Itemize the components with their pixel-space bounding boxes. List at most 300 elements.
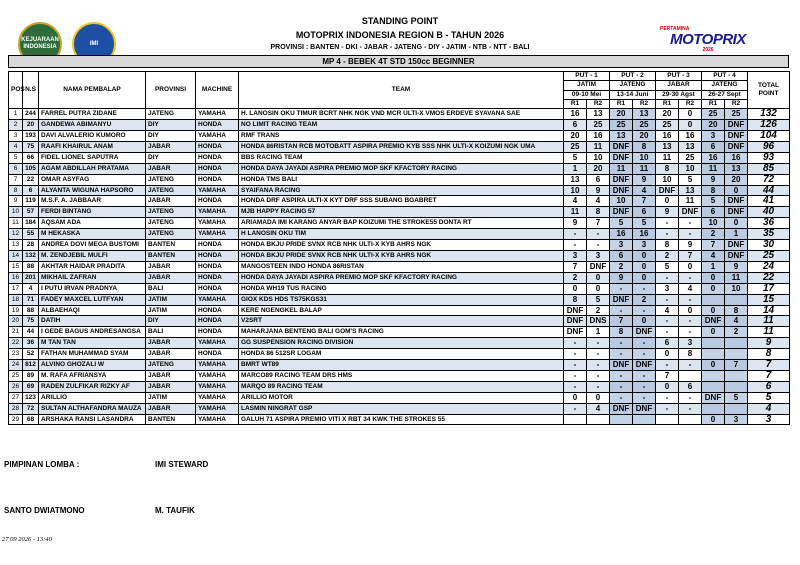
race-point-cell: - — [564, 349, 587, 360]
race-point-cell: 8 — [702, 185, 725, 196]
rider-name-cell: ARILLIO — [39, 392, 146, 403]
machine-cell: HONDA — [196, 174, 239, 185]
machine-cell: HONDA — [196, 316, 239, 327]
race-point-cell: 4 — [587, 403, 610, 414]
position-cell: 15 — [9, 261, 23, 272]
race-point-cell: 0 — [702, 360, 725, 371]
race-point-cell: - — [656, 218, 679, 229]
machine-cell: HONDA — [196, 327, 239, 338]
col-pos: POS — [9, 72, 23, 109]
race-point-cell: 6 — [610, 250, 633, 261]
race-point-cell: 8 — [656, 240, 679, 251]
race-point-cell: 6 — [656, 338, 679, 349]
race-point-cell — [725, 294, 748, 305]
race-point-cell: 10 — [610, 196, 633, 207]
race-point-cell — [702, 381, 725, 392]
team-cell: HONDA BKJU PRIDE SVNX RCB NHK ULTI-X KYB AHRS NGK — [239, 250, 564, 261]
team-cell: MAHARJANA BENTENG BALI GOM'S RACING — [239, 327, 564, 338]
race-point-cell — [564, 414, 587, 425]
start-number-cell: 812 — [23, 360, 39, 371]
race-point-cell: 9 — [725, 261, 748, 272]
race-point-cell: 13 — [587, 109, 610, 120]
race-point-cell: 3 — [610, 240, 633, 251]
race-point-cell: 16 — [725, 152, 748, 163]
table-row — [9, 163, 790, 174]
race-point-cell: 20 — [656, 109, 679, 120]
race-point-cell: 4 — [679, 283, 702, 294]
total-point-cell: 22 — [748, 272, 790, 283]
position-cell: 12 — [9, 229, 23, 240]
race-point-cell: 0 — [587, 392, 610, 403]
race-point-cell: 9 — [702, 174, 725, 185]
rider-name-cell: FATHAN MUHAMMAD SYAM — [39, 349, 146, 360]
race-point-cell: - — [679, 272, 702, 283]
race-point-cell: - — [610, 305, 633, 316]
table-row — [9, 229, 790, 240]
race-point-cell: 3 — [587, 250, 610, 261]
total-point-cell: 126 — [748, 120, 790, 131]
machine-cell: HONDA — [196, 349, 239, 360]
start-number-cell: 184 — [23, 218, 39, 229]
team-cell: MJB HAPPY RACING 57 — [239, 207, 564, 218]
start-number-cell: 20 — [23, 120, 39, 131]
race-point-cell: 4 — [702, 250, 725, 261]
rider-name-cell: I GEDE BAGUS ANDRESANGSA — [39, 327, 146, 338]
race-point-cell: DNS — [587, 316, 610, 327]
table-row — [9, 196, 790, 207]
team-cell: V2SRT — [239, 316, 564, 327]
race-point-cell: - — [679, 218, 702, 229]
standings-table — [8, 71, 790, 425]
race-point-cell: 0 — [564, 283, 587, 294]
province-cell: JABAR — [146, 272, 196, 283]
race-point-cell: - — [656, 229, 679, 240]
race-point-cell — [725, 381, 748, 392]
rider-name-cell: SULTAN ALTHAFANDRA MAUZA — [39, 403, 146, 414]
start-number-cell: 193 — [23, 131, 39, 142]
race-point-cell: - — [633, 349, 656, 360]
table-row — [9, 414, 790, 425]
race-point-cell: 16 — [702, 152, 725, 163]
race-point-cell: 20 — [564, 131, 587, 142]
race-point-cell: DNF — [633, 360, 656, 371]
machine-cell: HONDA — [196, 120, 239, 131]
machine-cell: HONDA — [196, 261, 239, 272]
total-point-cell: 7 — [748, 360, 790, 371]
race-point-cell: 13 — [656, 141, 679, 152]
race-point-cell: 10 — [702, 218, 725, 229]
race-point-cell: DNF — [702, 392, 725, 403]
table-header — [9, 72, 790, 109]
col-r1: R1 — [610, 99, 633, 108]
col-province: PROVINSI — [146, 72, 196, 109]
race-point-cell — [725, 349, 748, 360]
province-cell: JABAR — [146, 338, 196, 349]
rider-name-cell: M. RAFA AFRIANSYA — [39, 370, 146, 381]
machine-cell: HONDA — [196, 152, 239, 163]
total-point-cell: 4 — [748, 403, 790, 414]
race-point-cell: 0 — [587, 272, 610, 283]
rider-name-cell: MIKHAIL ZAFRAN — [39, 272, 146, 283]
race-point-cell — [610, 414, 633, 425]
table-row — [9, 360, 790, 371]
province-cell: JABAR — [146, 196, 196, 207]
race-point-cell: - — [564, 229, 587, 240]
race-point-cell: 9 — [656, 207, 679, 218]
team-cell: ARILLIO MOTOR — [239, 392, 564, 403]
table-row — [9, 370, 790, 381]
race-point-cell: - — [633, 370, 656, 381]
start-number-cell: 57 — [23, 207, 39, 218]
position-cell: 17 — [9, 283, 23, 294]
round-4-label: PUT - 4 — [702, 72, 748, 81]
rider-name-cell: M TAN TAN — [39, 338, 146, 349]
machine-cell: YAMAHA — [196, 131, 239, 142]
race-point-cell — [702, 370, 725, 381]
table-row — [9, 294, 790, 305]
position-cell: 22 — [9, 338, 23, 349]
start-number-cell: 119 — [23, 196, 39, 207]
race-point-cell: DNF — [610, 174, 633, 185]
race-point-cell: 0 — [702, 272, 725, 283]
total-point-cell: 17 — [748, 283, 790, 294]
race-point-cell: DNF — [725, 240, 748, 251]
race-point-cell: 0 — [656, 381, 679, 392]
col-ns: N.S — [23, 72, 39, 109]
race-point-cell: - — [564, 370, 587, 381]
start-number-cell: 6 — [23, 185, 39, 196]
race-point-cell: 0 — [725, 185, 748, 196]
total-point-cell: 24 — [748, 261, 790, 272]
round-3-place: JABAR — [656, 81, 702, 90]
race-point-cell: 11 — [656, 152, 679, 163]
machine-cell: HONDA — [196, 196, 239, 207]
rider-name-cell: DAVI ALVALERIO KUMORO — [39, 131, 146, 142]
total-point-cell: 44 — [748, 185, 790, 196]
col-team: TEAM — [239, 72, 564, 109]
table-row — [9, 207, 790, 218]
race-point-cell: - — [656, 360, 679, 371]
race-point-cell: 25 — [564, 141, 587, 152]
race-point-cell: 5 — [725, 392, 748, 403]
start-number-cell: 55 — [23, 229, 39, 240]
race-point-cell: 8 — [656, 163, 679, 174]
table-row — [9, 131, 790, 142]
race-point-cell: - — [656, 316, 679, 327]
race-point-cell: 20 — [587, 163, 610, 174]
team-cell: HONDA DAYA JAYADI ASPIRA PREMIO MOP SKF KFACTORY RACING — [239, 272, 564, 283]
race-point-cell: 13 — [725, 163, 748, 174]
province-cell: JATENG — [146, 185, 196, 196]
position-cell: 14 — [9, 250, 23, 261]
position-cell: 20 — [9, 316, 23, 327]
start-number-cell: 36 — [23, 338, 39, 349]
race-point-cell: - — [610, 392, 633, 403]
table-row — [9, 250, 790, 261]
race-point-cell: - — [587, 349, 610, 360]
province-cell: BALI — [146, 283, 196, 294]
team-cell: NO LIMIT RACING TEAM — [239, 120, 564, 131]
race-point-cell: 2 — [702, 229, 725, 240]
race-point-cell: 13 — [564, 174, 587, 185]
start-number-cell: 71 — [23, 294, 39, 305]
machine-cell: YAMAHA — [196, 360, 239, 371]
start-number-cell: 244 — [23, 109, 39, 120]
province-cell: JATENG — [146, 109, 196, 120]
machine-cell: YAMAHA — [196, 403, 239, 414]
table-row — [9, 272, 790, 283]
start-number-cell: 28 — [23, 240, 39, 251]
race-director-label: PIMPINAN LOMBA : — [4, 460, 80, 469]
print-timestamp: 27 09 2026 - 13:40 — [2, 536, 52, 543]
rider-name-cell: RAAFI KHAIRUL ANAM — [39, 141, 146, 152]
table-row — [9, 261, 790, 272]
race-point-cell: 25 — [587, 120, 610, 131]
race-point-cell: 8 — [633, 141, 656, 152]
race-point-cell: 11 — [679, 196, 702, 207]
table-row — [9, 109, 790, 120]
team-cell: GALUH 71 ASPIRA PREMIO VITI X RBT 34 KWK THE STROKES 55 — [239, 414, 564, 425]
race-point-cell: 7 — [725, 360, 748, 371]
race-point-cell: - — [656, 392, 679, 403]
race-point-cell: DNF — [633, 403, 656, 414]
race-point-cell: 25 — [679, 152, 702, 163]
race-point-cell: 4 — [725, 316, 748, 327]
race-point-cell: 2 — [610, 261, 633, 272]
position-cell: 21 — [9, 327, 23, 338]
race-point-cell: 5 — [679, 174, 702, 185]
table-body — [9, 109, 790, 425]
machine-cell: YAMAHA — [196, 218, 239, 229]
table-row — [9, 349, 790, 360]
race-point-cell: 7 — [610, 316, 633, 327]
table-row — [9, 392, 790, 403]
race-point-cell: 2 — [633, 294, 656, 305]
race-point-cell: 25 — [725, 109, 748, 120]
race-point-cell: 3 — [702, 131, 725, 142]
start-number-cell: 88 — [23, 305, 39, 316]
race-point-cell: - — [610, 381, 633, 392]
race-point-cell: - — [587, 381, 610, 392]
race-point-cell: 7 — [702, 240, 725, 251]
position-cell: 6 — [9, 163, 23, 174]
position-cell: 10 — [9, 207, 23, 218]
col-r1: R1 — [564, 99, 587, 108]
race-point-cell: DNF — [610, 152, 633, 163]
province-cell: JABAR — [146, 261, 196, 272]
total-point-cell: 11 — [748, 316, 790, 327]
province-cell: JATIM — [146, 305, 196, 316]
race-point-cell: - — [564, 338, 587, 349]
start-number-cell: 88 — [23, 261, 39, 272]
race-point-cell: 0 — [656, 196, 679, 207]
team-cell: GIOX KDS HDS TS75KGS31 — [239, 294, 564, 305]
race-point-cell: - — [587, 338, 610, 349]
machine-cell: HONDA — [196, 283, 239, 294]
round-1-label: PUT - 1 — [564, 72, 610, 81]
race-point-cell: 3 — [633, 240, 656, 251]
race-point-cell: - — [656, 272, 679, 283]
race-point-cell: - — [679, 294, 702, 305]
imi-logo: IMI — [72, 22, 116, 66]
race-point-cell: 16 — [564, 109, 587, 120]
race-point-cell: 5 — [564, 152, 587, 163]
machine-cell: HONDA — [196, 240, 239, 251]
race-point-cell: - — [587, 360, 610, 371]
table-row — [9, 316, 790, 327]
rider-name-cell: M HEKASKA — [39, 229, 146, 240]
province-cell: JATENG — [146, 207, 196, 218]
col-total: TOTAL POINT — [748, 72, 790, 109]
race-point-cell: DNF — [610, 403, 633, 414]
race-point-cell: 6 — [587, 174, 610, 185]
race-point-cell: 10 — [564, 185, 587, 196]
total-point-cell: 30 — [748, 240, 790, 251]
rider-name-cell: ALYANTA WIGUNA HAPSORO — [39, 185, 146, 196]
table-row — [9, 338, 790, 349]
race-point-cell: 20 — [633, 131, 656, 142]
race-point-cell: 13 — [679, 141, 702, 152]
race-point-cell: DNF — [725, 120, 748, 131]
rider-name-cell: ANDREA DOVI MEGA BUSTOMI — [39, 240, 146, 251]
race-point-cell — [679, 414, 702, 425]
province-cell: BANTEN — [146, 240, 196, 251]
province-cell: JABAR — [146, 403, 196, 414]
round-2-label: PUT - 2 — [610, 72, 656, 81]
position-cell: 7 — [9, 174, 23, 185]
race-point-cell: 5 — [702, 196, 725, 207]
province-cell: BANTEN — [146, 414, 196, 425]
position-cell: 1 — [9, 109, 23, 120]
round-3-date: 29-30 Agst — [656, 90, 702, 99]
start-number-cell: 66 — [23, 152, 39, 163]
rider-name-cell: FERDI BINTANG — [39, 207, 146, 218]
province-cell: JABAR — [146, 370, 196, 381]
race-point-cell: 0 — [702, 327, 725, 338]
table-row — [9, 283, 790, 294]
team-cell: BBS RACING TEAM — [239, 152, 564, 163]
col-machine: MACHINE — [196, 72, 239, 109]
race-point-cell: - — [587, 240, 610, 251]
race-point-cell: 5 — [633, 218, 656, 229]
total-point-cell: 35 — [748, 229, 790, 240]
race-point-cell: 10 — [725, 283, 748, 294]
position-cell: 25 — [9, 370, 23, 381]
race-point-cell — [679, 370, 702, 381]
race-point-cell: - — [633, 392, 656, 403]
race-point-cell: DNF — [725, 131, 748, 142]
steward-label: IMI STEWARD — [155, 460, 209, 469]
team-cell: HONDA 86 512SR LOGAM — [239, 349, 564, 360]
round-4-date: 26-27 Sept — [702, 90, 748, 99]
race-point-cell: 11 — [633, 163, 656, 174]
position-cell: 29 — [9, 414, 23, 425]
race-point-cell: DNF — [702, 316, 725, 327]
race-point-cell: 3 — [656, 283, 679, 294]
race-point-cell: 8 — [564, 294, 587, 305]
race-point-cell: 0 — [633, 316, 656, 327]
race-point-cell: DNF — [725, 141, 748, 152]
race-point-cell: 9 — [587, 185, 610, 196]
start-number-cell: 52 — [23, 349, 39, 360]
race-point-cell: 25 — [610, 120, 633, 131]
race-point-cell: 0 — [679, 261, 702, 272]
team-cell: MARCO89 RACING TEAM DRS HMS — [239, 370, 564, 381]
team-cell: MARQO 89 RACING TEAM — [239, 381, 564, 392]
round-2-place: JATENG — [610, 81, 656, 90]
total-point-cell: 104 — [748, 131, 790, 142]
race-point-cell: 0 — [633, 261, 656, 272]
position-cell: 23 — [9, 349, 23, 360]
position-cell: 4 — [9, 141, 23, 152]
race-point-cell: - — [679, 229, 702, 240]
table-row — [9, 327, 790, 338]
race-point-cell: - — [564, 381, 587, 392]
race-point-cell — [725, 370, 748, 381]
start-number-cell: 132 — [23, 250, 39, 261]
race-point-cell: 11 — [564, 207, 587, 218]
team-cell: HONDA DRF ASPIRA ULTI-X KYT DRF SSS SUBANG BGABRET — [239, 196, 564, 207]
machine-cell: YAMAHA — [196, 370, 239, 381]
steward-name: M. TAUFIK — [155, 506, 195, 515]
race-point-cell: 9 — [633, 174, 656, 185]
rider-name-cell: I PUTU IRVAN PRADNYA — [39, 283, 146, 294]
machine-cell: YAMAHA — [196, 381, 239, 392]
race-point-cell: 11 — [610, 163, 633, 174]
race-point-cell: - — [679, 392, 702, 403]
race-point-cell: 6 — [564, 120, 587, 131]
team-cell: KERE NGENGKEL BALAP — [239, 305, 564, 316]
race-point-cell: 11 — [587, 141, 610, 152]
start-number-cell: 123 — [23, 392, 39, 403]
race-point-cell: 6 — [702, 207, 725, 218]
race-point-cell — [702, 294, 725, 305]
race-point-cell: 4 — [656, 305, 679, 316]
race-point-cell: 10 — [656, 174, 679, 185]
machine-cell: YAMAHA — [196, 109, 239, 120]
round-3-label: PUT - 3 — [656, 72, 702, 81]
team-cell: MANGOSTEEN INDO HONDA 86RISTAN — [239, 261, 564, 272]
round-1-date: 09-10 Mei — [564, 90, 610, 99]
race-point-cell: - — [587, 229, 610, 240]
province-cell: JATENG — [146, 360, 196, 371]
race-point-cell: DNF — [610, 207, 633, 218]
race-point-cell: 0 — [656, 349, 679, 360]
col-r2: R2 — [587, 99, 610, 108]
race-point-cell: 13 — [610, 131, 633, 142]
col-r1: R1 — [702, 99, 725, 108]
race-point-cell: - — [656, 403, 679, 414]
rider-name-cell: M. ZENDJEBIL MULFI — [39, 250, 146, 261]
race-point-cell: 20 — [725, 174, 748, 185]
province-cell: JABAR — [146, 141, 196, 152]
race-point-cell: 7 — [564, 261, 587, 272]
race-point-cell: - — [587, 370, 610, 381]
race-point-cell: DNF — [610, 294, 633, 305]
table-row — [9, 120, 790, 131]
race-point-cell: DNF — [564, 316, 587, 327]
rider-name-cell: FIDEL LIONEL SAPUTRA — [39, 152, 146, 163]
total-point-cell: 9 — [748, 338, 790, 349]
race-point-cell: 20 — [702, 120, 725, 131]
race-point-cell: 0 — [702, 283, 725, 294]
total-point-cell: 40 — [748, 207, 790, 218]
machine-cell: YAMAHA — [196, 207, 239, 218]
race-point-cell: - — [610, 338, 633, 349]
province-cell: JATENG — [146, 218, 196, 229]
race-point-cell — [725, 403, 748, 414]
start-number-cell: 89 — [23, 370, 39, 381]
